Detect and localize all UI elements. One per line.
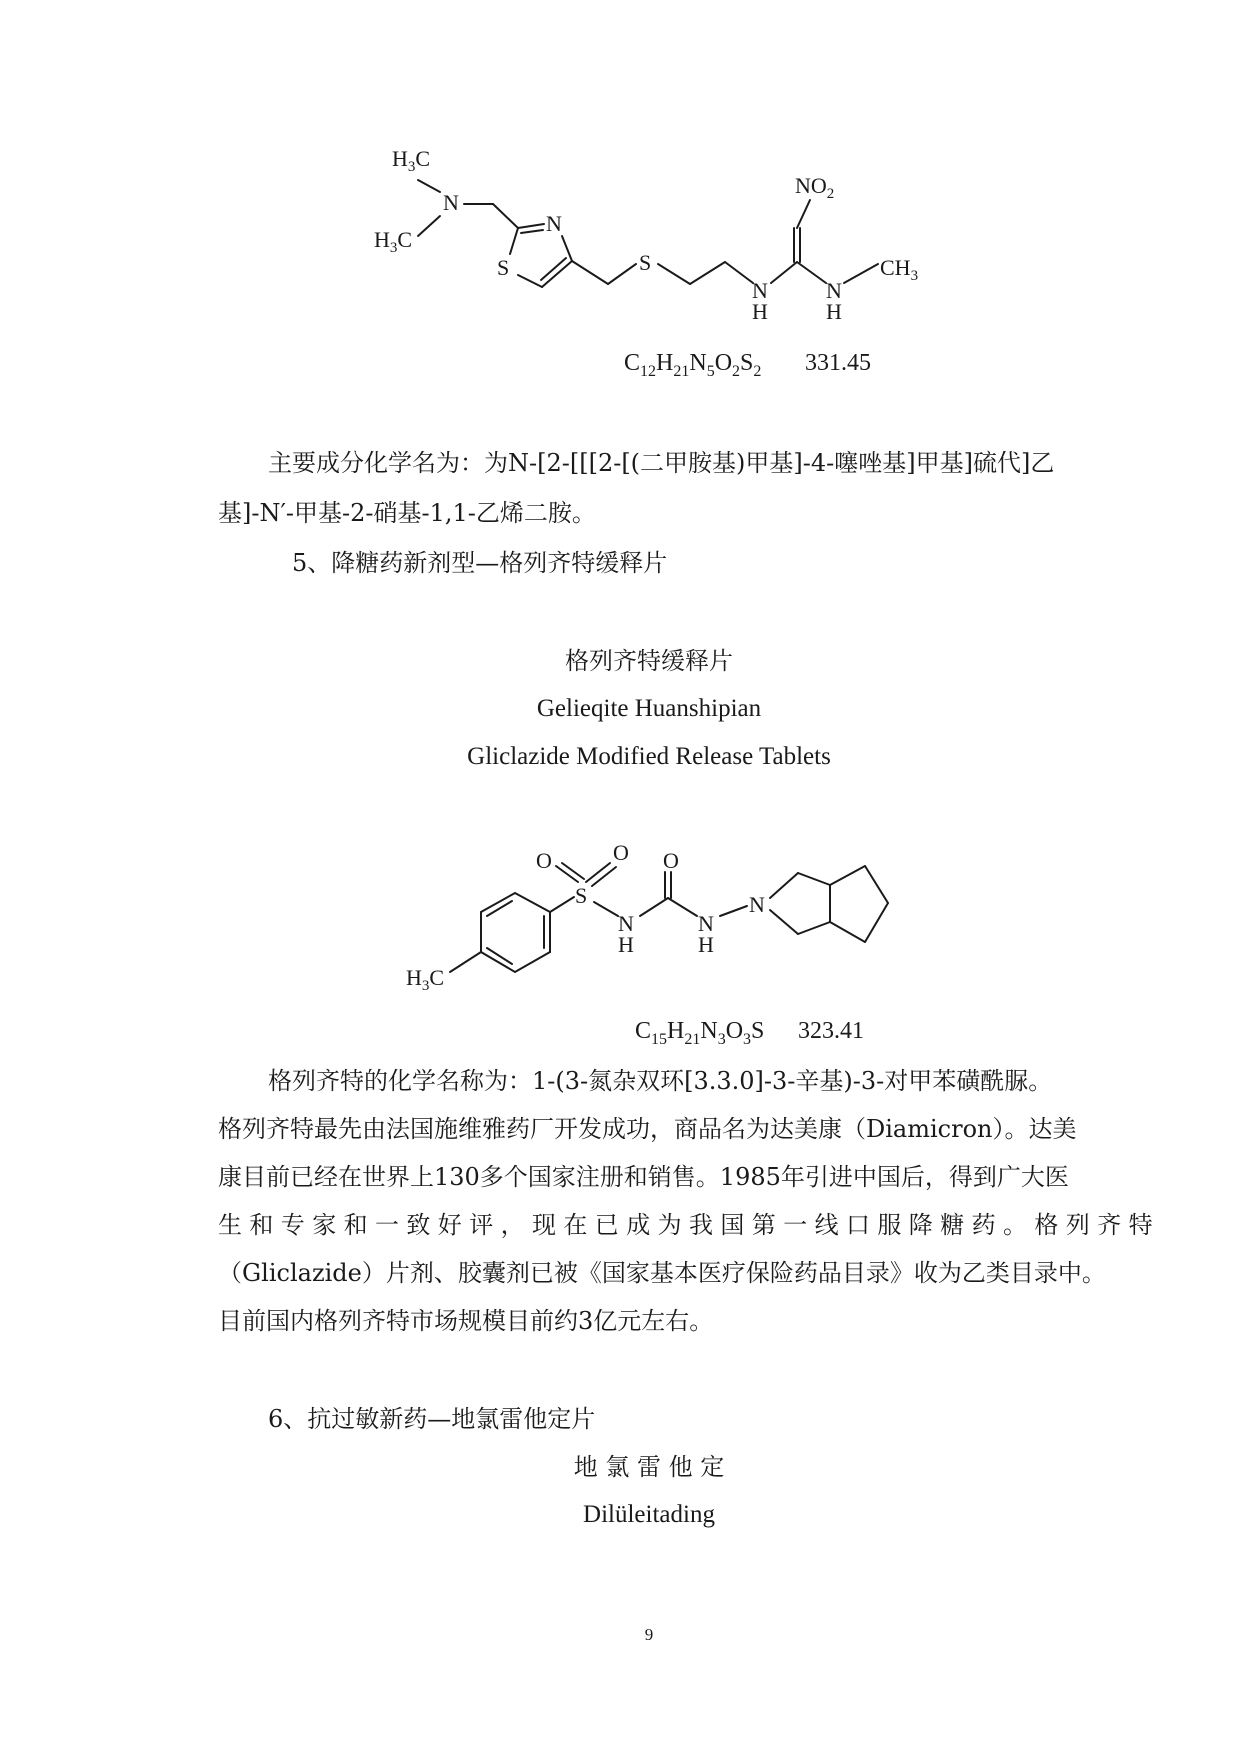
atom-h3c-bottom: $H_3C$ — [374, 227, 413, 256]
atom-s-ring: S — [497, 255, 510, 280]
section-heading-6: 6、抗过敏新药—地氯雷他定片 — [268, 1405, 596, 1433]
atom-n-ring: N — [546, 211, 562, 236]
atom-ch3: $CH_3$ — [880, 255, 919, 284]
atom-h2: H — [698, 932, 714, 957]
drug3-name-chinese: 地 氯 雷 他 定 — [573, 1453, 725, 1481]
atom-nh1-h: H — [752, 299, 768, 324]
atom-no2: $NO_2$ — [795, 173, 835, 202]
drug-name-english: Gliclazide Modified Release Tablets — [467, 743, 831, 770]
atom-s: S — [575, 883, 588, 908]
atom-n3: N — [749, 892, 765, 917]
atom-nh1-n: N — [752, 278, 768, 303]
drug-name-chinese: 格列齐特缓释片 — [565, 647, 733, 675]
drug3-name-pinyin: Dilüleitading — [583, 1501, 715, 1528]
atom-h1: H — [618, 932, 634, 957]
chemical-name-line-1: 主要成分化学名为：为N-[2-[[[2-[(二甲胺基)甲基]-4-噻唑基]甲基]硫代]乙 — [268, 449, 1055, 477]
atom-o3: O — [663, 848, 679, 873]
molecular-weight-2: 323.41 — [798, 1018, 864, 1044]
atom-o1: O — [536, 848, 552, 873]
page-number: 9 — [644, 1625, 654, 1644]
section-heading-5: 5、降糖药新剂型—格列齐特缓释片 — [292, 549, 668, 577]
gliclazide-chemical-name: 格列齐特的化学名称为：1-(3-氮杂双环[3.3.0]-3-辛基)-3-对甲苯磺酰脲。 — [268, 1067, 1053, 1095]
formula-1: $C_{12}H_{21}N_5O_2S_2$ — [624, 350, 762, 380]
chemical-structure-2 — [400, 830, 920, 1005]
atom-n1: N — [618, 911, 634, 936]
paragraph-line-5: （Gliclazide）片剂、胶囊剂已被《国家基本医疗保险药品目录》收为乙类目录中。 — [218, 1259, 1106, 1287]
atom-h3c: $H_3C$ — [406, 965, 445, 994]
chemical-name-line-2: 基]-N′-甲基-2-硝基-1,1-乙烯二胺。 — [218, 499, 596, 527]
paragraph-line-2: 格列齐特最先由法国施维雅药厂开发成功，商品名为达美康（Diamicron）。达美 — [218, 1115, 1077, 1143]
atom-h3c-top: $H_3C$ — [392, 146, 431, 175]
paragraph-line-6: 目前国内格列齐特市场规模目前约3亿元左右。 — [218, 1307, 714, 1335]
atom-s-chain: S — [639, 250, 652, 275]
atom-o2: O — [613, 840, 629, 865]
drug-name-pinyin: Gelieqite Huanshipian — [536, 695, 762, 722]
paragraph-line-4: 生和专家和一致好评，现在已成为我国第一线口服降糖药。格列齐特 — [218, 1211, 1160, 1239]
formula-2: $C_{15}H_{21}N_3O_3S$ — [635, 1018, 765, 1048]
atom-nh2-n: N — [826, 278, 842, 303]
atom-n-amine: N — [443, 190, 459, 215]
paragraph-line-3: 康目前已经在世界上130多个国家注册和销售。1985年引进中国后，得到广大医 — [218, 1163, 1069, 1191]
molecular-weight-1: 331.45 — [805, 350, 871, 376]
chemical-structure-1 — [360, 138, 940, 338]
atom-n2: N — [698, 911, 714, 936]
atom-nh2-h: H — [826, 299, 842, 324]
